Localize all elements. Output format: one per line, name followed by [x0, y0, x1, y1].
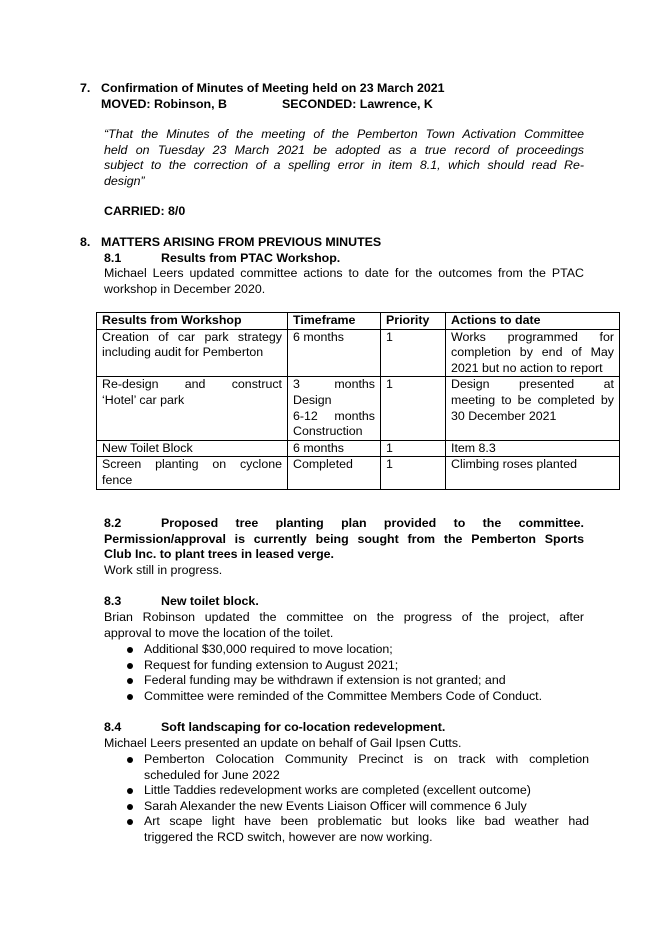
list-item-text: Committee were reminded of the Committee Members Code of Conduct. [144, 688, 543, 703]
bullet-icon [127, 663, 133, 669]
list-item-line: Sarah Alexander the new Events Liaison Officer will commence 6 July [144, 798, 527, 813]
text-line: workshop in December 2020. [104, 281, 266, 296]
list-item-line: Little Taddies redevelopment works are completed (excellent outcome) [144, 783, 531, 798]
table-cell [288, 377, 381, 440]
toilet-block-bullet-list [104, 642, 589, 704]
column-header: Results from Workshop [97, 313, 288, 330]
cell-line: New Toilet Block [102, 440, 193, 455]
title-line: Club Inc. to plant trees in leased verge. [104, 547, 334, 562]
cell-line: 6-12 months [293, 408, 375, 423]
title-line: Proposed tree planting plan provided to the committee. [161, 516, 584, 530]
cell-line: Re-design and construct [102, 377, 282, 392]
quote-line: subject to the correction of a spelling error in item 8.1, which should read Re- [104, 158, 584, 173]
cell-line: ‘Hotel’ car park [102, 392, 185, 407]
list-item-line: Art scape light have been problematic but looks like bad weather had [144, 814, 589, 829]
list-item-text: Request for funding extension to August 2021; [144, 657, 399, 672]
list-item [104, 752, 589, 783]
list-item [104, 673, 589, 689]
section-8-4-text: Michael Leers presented an update on behalf of Gail Ipsen Cutts. [104, 736, 462, 750]
text-line: approval to move the location of the toilet. [104, 625, 334, 640]
cell-line: Creation of car park strategy [102, 329, 282, 344]
table-row [97, 440, 620, 457]
cell-line: Climbing roses planted [451, 457, 578, 472]
item-7-number: 7. [80, 81, 91, 95]
section-8-1-number: 8.1 [104, 251, 122, 265]
table-header-row [97, 313, 620, 330]
table-cell [288, 440, 381, 457]
list-item [104, 658, 589, 674]
column-header: Actions to date [446, 313, 620, 330]
table-cell [446, 457, 620, 489]
cell-line: meeting to be completed by [451, 392, 614, 407]
section-8-3-text [104, 610, 584, 641]
list-item-text: Federal funding may be withdrawn if extension is not granted; and [144, 673, 506, 688]
text-line: Michael Leers updated committee actions to date for the outcomes from the PTAC [104, 266, 584, 280]
title-line: Permission/approval is currently being sought from the Pemberton Sports [104, 531, 584, 546]
table-cell [288, 329, 381, 377]
table-cell [446, 329, 620, 377]
item-8-number: 8. [80, 235, 91, 249]
quote-line: design” [104, 173, 145, 188]
list-item [104, 783, 589, 799]
list-item [104, 689, 589, 705]
section-8-2-number: 8.2 [104, 516, 122, 530]
table-cell [97, 457, 288, 489]
column-header: Timeframe [288, 313, 381, 330]
item-7-heading: Confirmation of Minutes of Meeting held on 23 March 2021 [101, 81, 445, 95]
table-cell: 1 [381, 377, 446, 440]
table-cell [97, 440, 288, 457]
cell-line: 30 December 2021 [451, 408, 557, 423]
table-row [97, 457, 620, 489]
quote-line: held on Tuesday 23 March 2021 be adopted as a true record of proceedings [104, 142, 584, 157]
cell-line: Completed [293, 457, 353, 472]
table-cell [97, 377, 288, 440]
table-cell: 1 [381, 457, 446, 489]
cell-line: 6 months [293, 440, 344, 455]
bullet-icon [127, 678, 133, 684]
bullet-icon [127, 804, 133, 810]
cell-line: 2021 but no action to report [451, 360, 603, 375]
bullet-icon [127, 694, 133, 700]
carried-result: CARRIED: 8/0 [104, 204, 186, 218]
list-item-line: Pemberton Colocation Community Precinct is on track with completion [144, 752, 589, 766]
cell-line: 6 months [293, 329, 344, 344]
section-8-2-text: Work still in progress. [104, 563, 223, 577]
workshop-results-table [96, 312, 620, 490]
table-cell [97, 329, 288, 377]
table-row [97, 377, 620, 440]
moved-by: MOVED: Robinson, B [101, 97, 227, 111]
cell-line: Construction [293, 424, 363, 439]
cell-line: Design [293, 392, 332, 407]
section-8-1-title: Results from PTAC Workshop. [161, 251, 341, 265]
cell-line: fence [102, 472, 133, 487]
section-8-1-text [104, 266, 584, 297]
text-line: Brian Robinson updated the committee on the progress of the project, after [104, 610, 584, 624]
table-cell [446, 377, 620, 440]
list-item-line: triggered the RCD switch, however are now working. [144, 829, 433, 844]
cell-line: Screen planting on cyclone [102, 457, 282, 472]
quote-line: “That the Minutes of the meeting of the Pemberton Town Activation Committee [104, 127, 584, 141]
list-item [104, 799, 589, 815]
section-8-3-number: 8.3 [104, 594, 122, 608]
section-8-3-title: New toilet block. [161, 594, 259, 608]
table-cell [288, 457, 381, 489]
cell-line: completion by end of May [451, 345, 614, 360]
list-item [104, 814, 589, 845]
bullet-icon [127, 647, 133, 653]
list-item [104, 642, 589, 658]
cell-line: including audit for Pemberton [102, 345, 264, 360]
landscaping-bullet-list [104, 752, 589, 846]
cell-line: Design presented at [451, 377, 614, 392]
cell-line: Works programmed for [451, 329, 614, 344]
cell-line: 3 months [293, 377, 375, 392]
bullet-icon [127, 788, 133, 794]
table-cell [446, 440, 620, 457]
table-row [97, 329, 620, 377]
column-header: Priority [381, 313, 446, 330]
bullet-icon [127, 757, 133, 763]
cell-line: Item 8.3 [451, 440, 496, 455]
list-item-text: Additional $30,000 required to move location; [144, 642, 393, 656]
table-cell: 1 [381, 440, 446, 457]
section-8-4-title: Soft landscaping for co-location redevelopment. [161, 720, 446, 734]
list-item-line: scheduled for June 2022 [144, 767, 280, 782]
seconded-by: SECONDED: Lawrence, K [282, 97, 433, 111]
table-cell: 1 [381, 329, 446, 377]
section-8-2-title [104, 516, 584, 563]
item-8-heading: MATTERS ARISING FROM PREVIOUS MINUTES [101, 235, 382, 249]
resolution-quote [104, 127, 584, 189]
section-8-4-number: 8.4 [104, 720, 122, 734]
bullet-icon [127, 819, 133, 825]
